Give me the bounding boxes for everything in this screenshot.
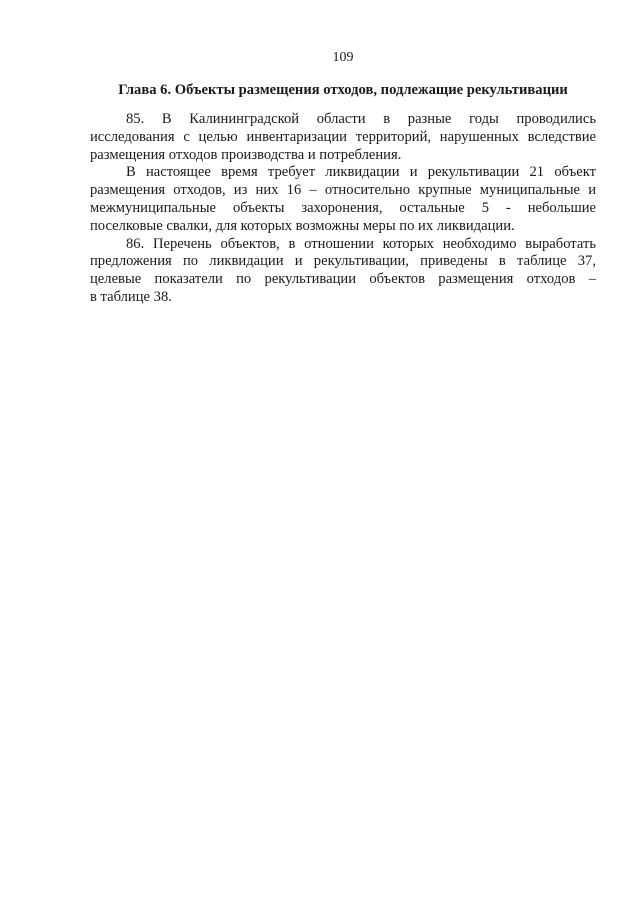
paragraph-85 — [90, 111, 596, 164]
body-text — [90, 111, 596, 307]
paragraph-line: размещения отходов, из них 16 – относительно крупные муниципальные и — [90, 182, 596, 199]
paragraph-line: исследования с целью инвентаризации территорий, нарушенных вследствие — [90, 128, 596, 145]
page-number: 109 — [332, 50, 354, 65]
paragraph-line: 85. В Калининградской области в разные годы проводились — [126, 111, 596, 127]
paragraph-line: В настоящее время требует ликвидации и рекультивации 21 объект — [126, 164, 596, 181]
paragraph-line: межмуниципальные объекты захоронения, остальные 5 - небольшие — [90, 199, 596, 216]
paragraph-line: в таблице 38. — [90, 288, 172, 305]
paragraph-current-status — [90, 164, 596, 235]
paragraph-line: предложения по ликвидации и рекультивации, приведены в таблице 37, — [90, 253, 596, 270]
paragraph-86 — [90, 236, 596, 307]
paragraph-line: поселковые свалки, для которых возможны меры по их ликвидации. — [90, 217, 515, 234]
paragraph-line: 86. Перечень объектов, в отношении которых необходимо выработать — [126, 235, 596, 252]
paragraph-line: размещения отходов производства и потребления. — [90, 146, 402, 163]
paragraph-line: целевые показатели по рекультивации объектов размещения отходов – — [90, 271, 596, 288]
chapter-title: Глава 6. Объекты размещения отходов, подлежащие рекультивации — [118, 82, 568, 98]
